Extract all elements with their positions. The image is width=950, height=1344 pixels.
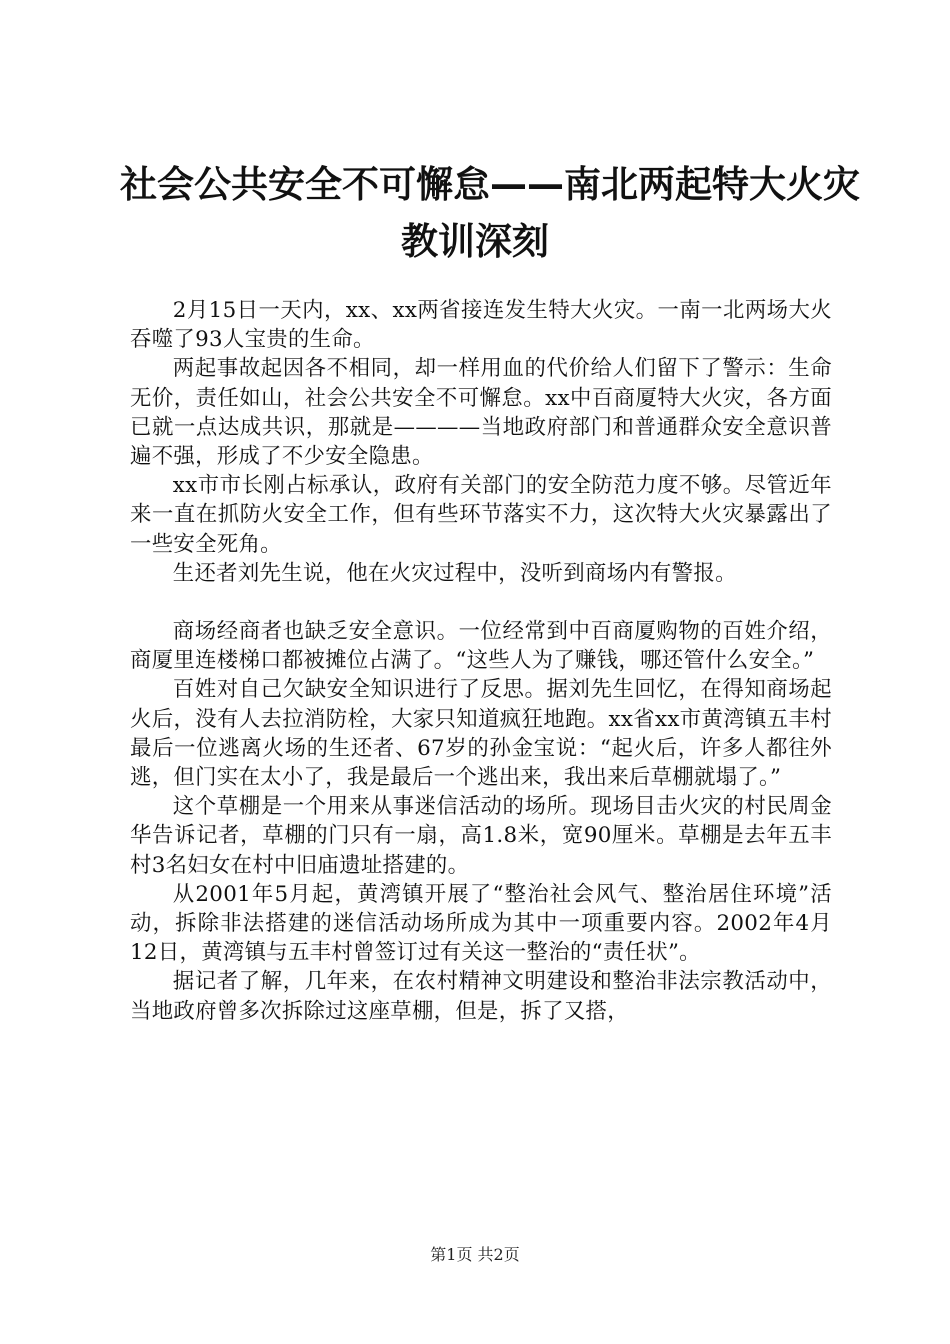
paragraph: 两起事故起因各不相同，却一样用血的代价给人们留下了警示：生命无价，责任如山，社会公共安全不可懈怠。xx中百商厦特大火灾，各方面已就一点达成共识，那就是————当地政府部门和普通群众安全意识普遍不强，形成了不少安全隐患。 bbox=[130, 356, 832, 470]
paragraph: 生还者刘先生说，他在火灾过程中，没听到商场内有警报。 bbox=[172, 560, 737, 586]
paragraph: 2月15日一天内，xx、xx两省接连发生特大火灾。一南一北两场大火吞噬了93人宝贵的生命。 bbox=[130, 298, 832, 353]
paragraph: 百姓对自己欠缺安全知识进行了反思。据刘先生回忆，在得知商场起火后，没有人去拉消防栓，大家只知道疯狂地跑。xx省xx市黄湾镇五丰村最后一位逃离火场的生还者、67岁的孙金宝说：“起火后，许多人都往外逃，但门实在太小了，我是最后一个逃出来，我出来后草棚就塌了。” bbox=[130, 677, 832, 791]
paragraph: 商场经商者也缺乏安全意识。一位经常到中百商厦购物的百姓介绍，商厦里连楼梯口都被摊位占满了。“这些人为了赚钱，哪还管什么安全。” bbox=[130, 619, 832, 674]
page-number-footer: 第1页 共2页 bbox=[430, 1245, 520, 1264]
paragraph: 这个草棚是一个用来从事迷信活动的场所。现场目击火灾的村民周金华告诉记者，草棚的门只有一扇，高1.8米，宽90厘米。草棚是去年五丰村3名妇女在村中旧庙遗址搭建的。 bbox=[130, 794, 832, 878]
paragraph: 据记者了解，几年来，在农村精神文明建设和整治非法宗教活动中，当地政府曾多次拆除过这座草棚，但是，拆了又搭， bbox=[130, 969, 832, 1024]
document-title-line2: 教训深刻 bbox=[401, 220, 549, 263]
paragraph: xx市市长刚占标承认，政府有关部门的安全防范力度不够。尽管近年来一直在抓防火安全工作，但有些环节落实不力，这次特大火灾暴露出了一些安全死角。 bbox=[130, 473, 832, 557]
document-body bbox=[130, 296, 832, 1026]
paragraph: 从2001年5月起，黄湾镇开展了“整治社会风气、整治居住环境”活动，拆除非法搭建的迷信活动场所成为其中一项重要内容。2002年4月12日，黄湾镇与五丰村曾签订过有关这一整治的“责任状”。 bbox=[130, 881, 832, 966]
document-title-line1: 社会公共安全不可懈怠——南北两起特大火灾 bbox=[120, 163, 860, 206]
